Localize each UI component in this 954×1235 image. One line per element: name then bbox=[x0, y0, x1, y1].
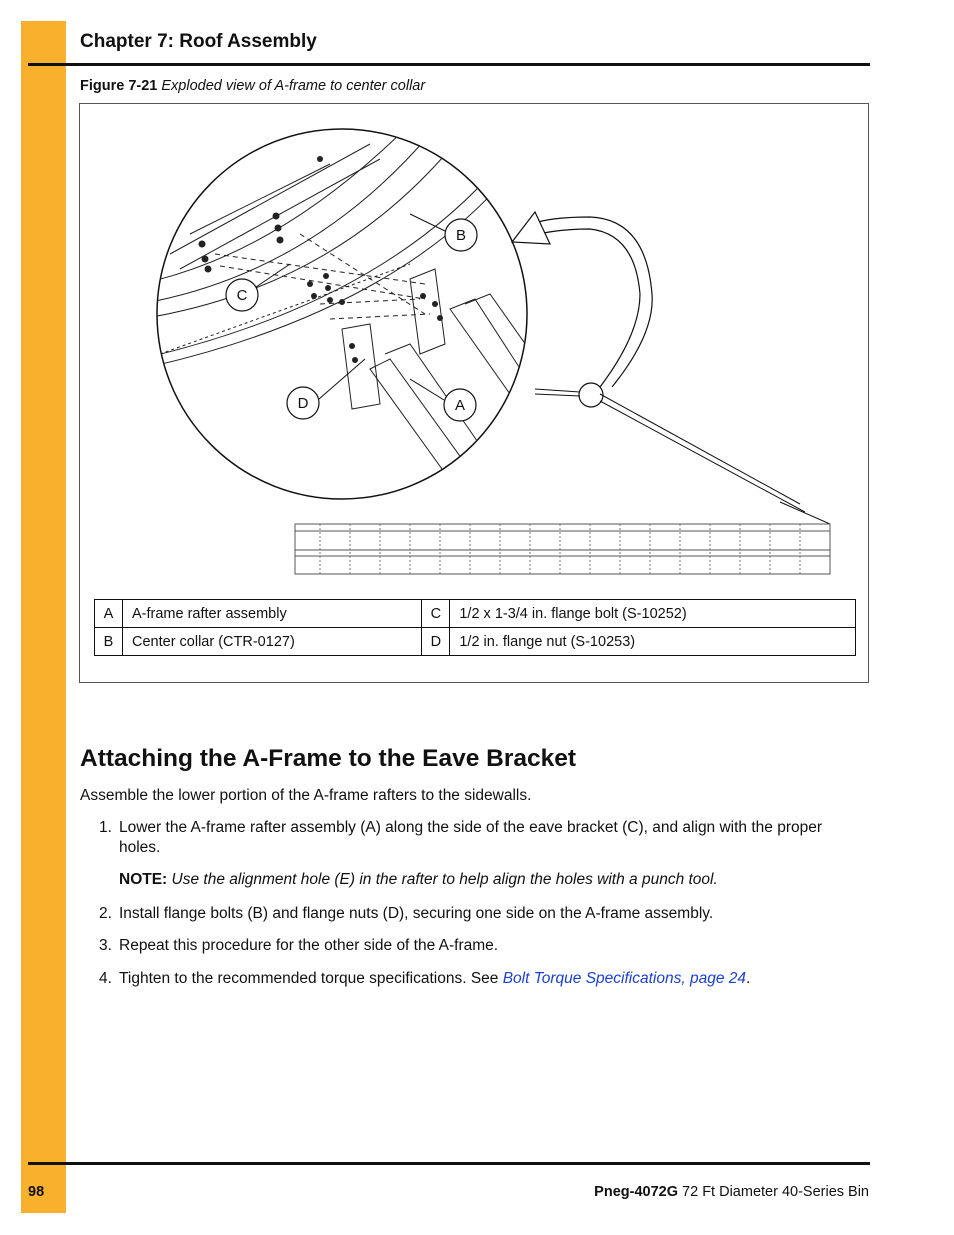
figure-legend-table bbox=[94, 599, 856, 656]
note-label: NOTE: bbox=[119, 871, 168, 888]
header-rule bbox=[28, 63, 870, 66]
page-number: 98 bbox=[28, 1184, 45, 1200]
legend-value: A-frame rafter assembly bbox=[123, 600, 422, 628]
note bbox=[119, 871, 718, 889]
legend-key: B bbox=[95, 628, 123, 656]
figure-label: Figure 7-21 bbox=[80, 78, 158, 94]
footer-rule bbox=[28, 1162, 870, 1165]
doc-code: Pneg-4072G bbox=[594, 1184, 678, 1200]
bolt-torque-link[interactable]: Bolt Torque Specifications, page 24 bbox=[502, 970, 746, 987]
step-text-part: Tighten to the recommended torque specifications. See bbox=[119, 970, 503, 987]
legend-key: C bbox=[422, 600, 450, 628]
callout-a: A bbox=[454, 397, 466, 414]
note-text: Use the alignment hole (E) in the rafter to help align the holes with a punch tool. bbox=[171, 871, 718, 888]
legend-value: Center collar (CTR-0127) bbox=[123, 628, 422, 656]
figure-caption bbox=[80, 78, 425, 94]
legend-value: 1/2 x 1-3/4 in. flange bolt (S-10252) bbox=[450, 600, 856, 628]
figure-caption-text: Exploded view of A-frame to center collar bbox=[161, 78, 426, 94]
legend-key: A bbox=[95, 600, 123, 628]
footer-doc-info bbox=[594, 1184, 869, 1200]
step-text bbox=[119, 969, 849, 989]
figure-box bbox=[79, 103, 869, 683]
legend-key: D bbox=[422, 628, 450, 656]
exploded-view-drawing bbox=[80, 104, 870, 594]
doc-title: 72 Ft Diameter 40-Series Bin bbox=[682, 1184, 869, 1200]
callout-b: B bbox=[455, 227, 467, 244]
step-number: 3. bbox=[99, 937, 112, 954]
callout-c: C bbox=[236, 287, 248, 304]
chapter-heading: Chapter 7: Roof Assembly bbox=[80, 31, 317, 52]
step-text-part: . bbox=[746, 970, 751, 987]
section-intro: Assemble the lower portion of the A-frame rafters to the sidewalls. bbox=[80, 787, 532, 804]
step-text: Repeat this procedure for the other side of the A-frame. bbox=[119, 937, 499, 954]
step-number: 2. bbox=[99, 905, 112, 922]
step-text: Install flange bolts (B) and flange nuts (D), securing one side on the A-frame assembly. bbox=[119, 905, 714, 922]
legend-value: 1/2 in. flange nut (S-10253) bbox=[450, 628, 856, 656]
table-row bbox=[95, 600, 856, 628]
step-number: 4. bbox=[99, 970, 112, 987]
step-text: Lower the A-frame rafter assembly (A) along the side of the eave bracket (C), and align with the proper holes. bbox=[119, 819, 823, 856]
step-number: 1. bbox=[99, 819, 112, 836]
callout-d: D bbox=[297, 395, 309, 412]
chapter-side-tab bbox=[21, 21, 66, 1213]
section-title: Attaching the A-Frame to the Eave Bracket bbox=[80, 745, 577, 772]
table-row bbox=[95, 628, 856, 656]
